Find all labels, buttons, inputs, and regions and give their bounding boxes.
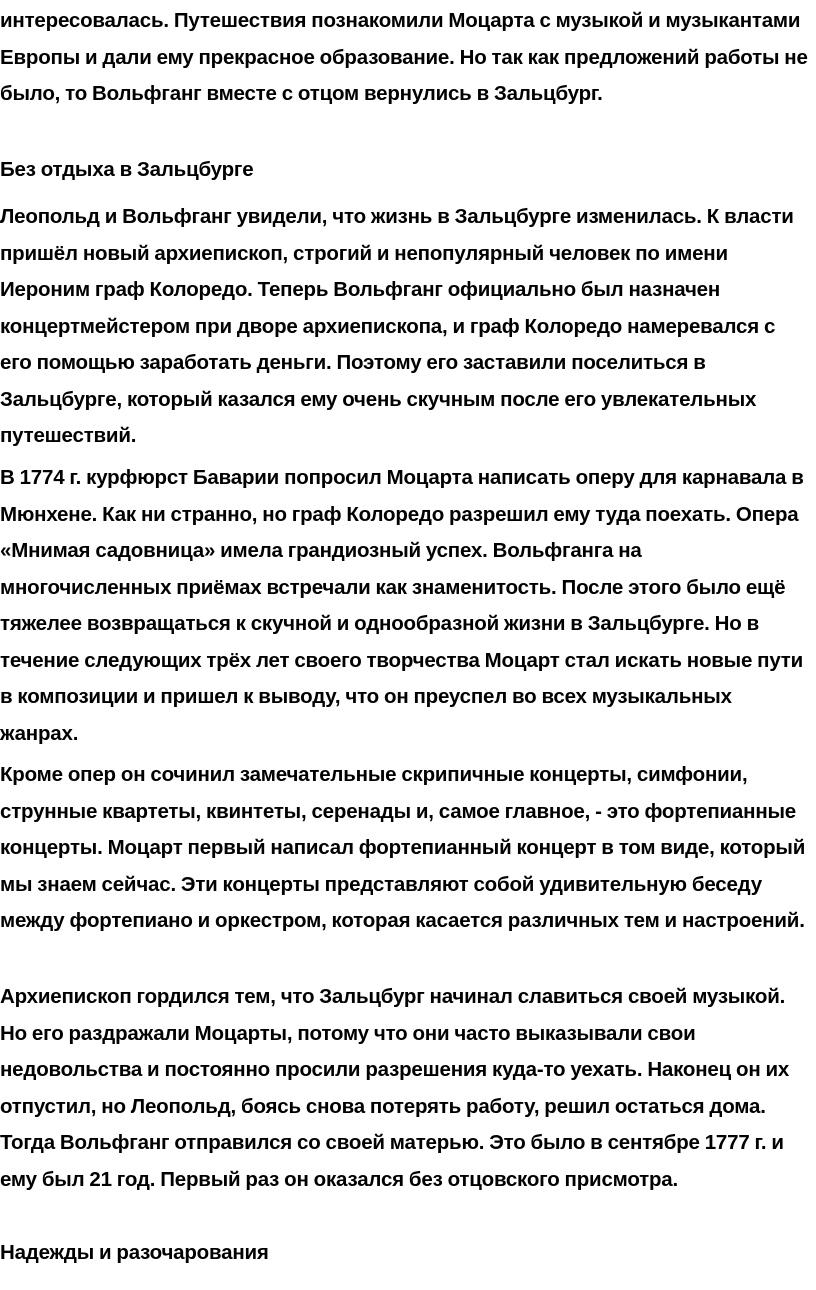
paragraph-archbishop-colloredo: Леопольд и Вольфганг увидели, что жизнь в Зальцбурге изменилась. К власти пришёл новый архиепископ, строгий и непопулярный человек по имени Иероним граф Колоредо. Теперь Вольфганг официально был назначен концертмейстером при дворе архиепископа, и граф Колоредо намеревался с его помощью заработать деньги. Поэтому его заставили поселиться в Зальцбурге, который казался ему очень скучным после его увлекательных путешествий.	[0, 205, 794, 447]
paragraph-departure-with-mother: Архиепископ гордился тем, что Зальцбург начинал славиться своей музыкой. Но его раздражали Моцарты, потому что они часто выказывали свои недовольства и постоянно просили разрешения куда-то уехать. Наконец он их отпустил, но Леопольд, боясь снова потерять работу, решил остаться дома. Тогда Вольфганг отправился со своей матерью. Это было в сентябре 1777 г. и ему был 21 год. Первый раз он оказался без отцовского присмотра.	[0, 985, 790, 1191]
section-heading-hopes-and-disappointments: Надежды и разочарования	[0, 1241, 269, 1264]
paragraph-munich-opera: В 1774 г. курфюрст Баварии попросил Моцарта написать оперу для карнавала в Мюнхене. Как ни странно, но граф Колоредо разрешил ему туда поехать. Опера «Мнимая садовница» имела грандиозный успех. Вольфганга на многочисленных приёмах встречали как знаменитость. После этого было ещё тяжелее возвращаться к скучной и однообразной жизни в Зальцбурге. Но в течение следующих трёх лет своего творчества Моцарт стал искать новые пути в композиции и пришел к выводу, что он преуспел во всех музыкальных жанрах.	[0, 466, 804, 745]
paragraph-piano-concertos: Кроме опер он сочинил замечательные скрипичные концерты, симфонии, струнные квартеты, квинтеты, серенады и, самое главное, - это фортепианные концерты. Моцарт первый написал фортепианный концерт в том виде, который мы знаем сейчас. Эти концерты представляют собой удивительную беседу между фортепиано и оркестром, которая касается различных тем и настроений.	[0, 763, 806, 932]
paragraph-return-to-salzburg: интересовалась. Путешествия познакомили Моцарта с музыкой и музыкантами Европы и дали ему прекрасное образование. Но так как предложений работы не было, то Вольфганг вместе с отцом вернулись в Зальцбург.	[0, 9, 808, 105]
section-heading-no-rest-in-salzburg: Без отдыха в Зальцбурге	[0, 158, 254, 181]
